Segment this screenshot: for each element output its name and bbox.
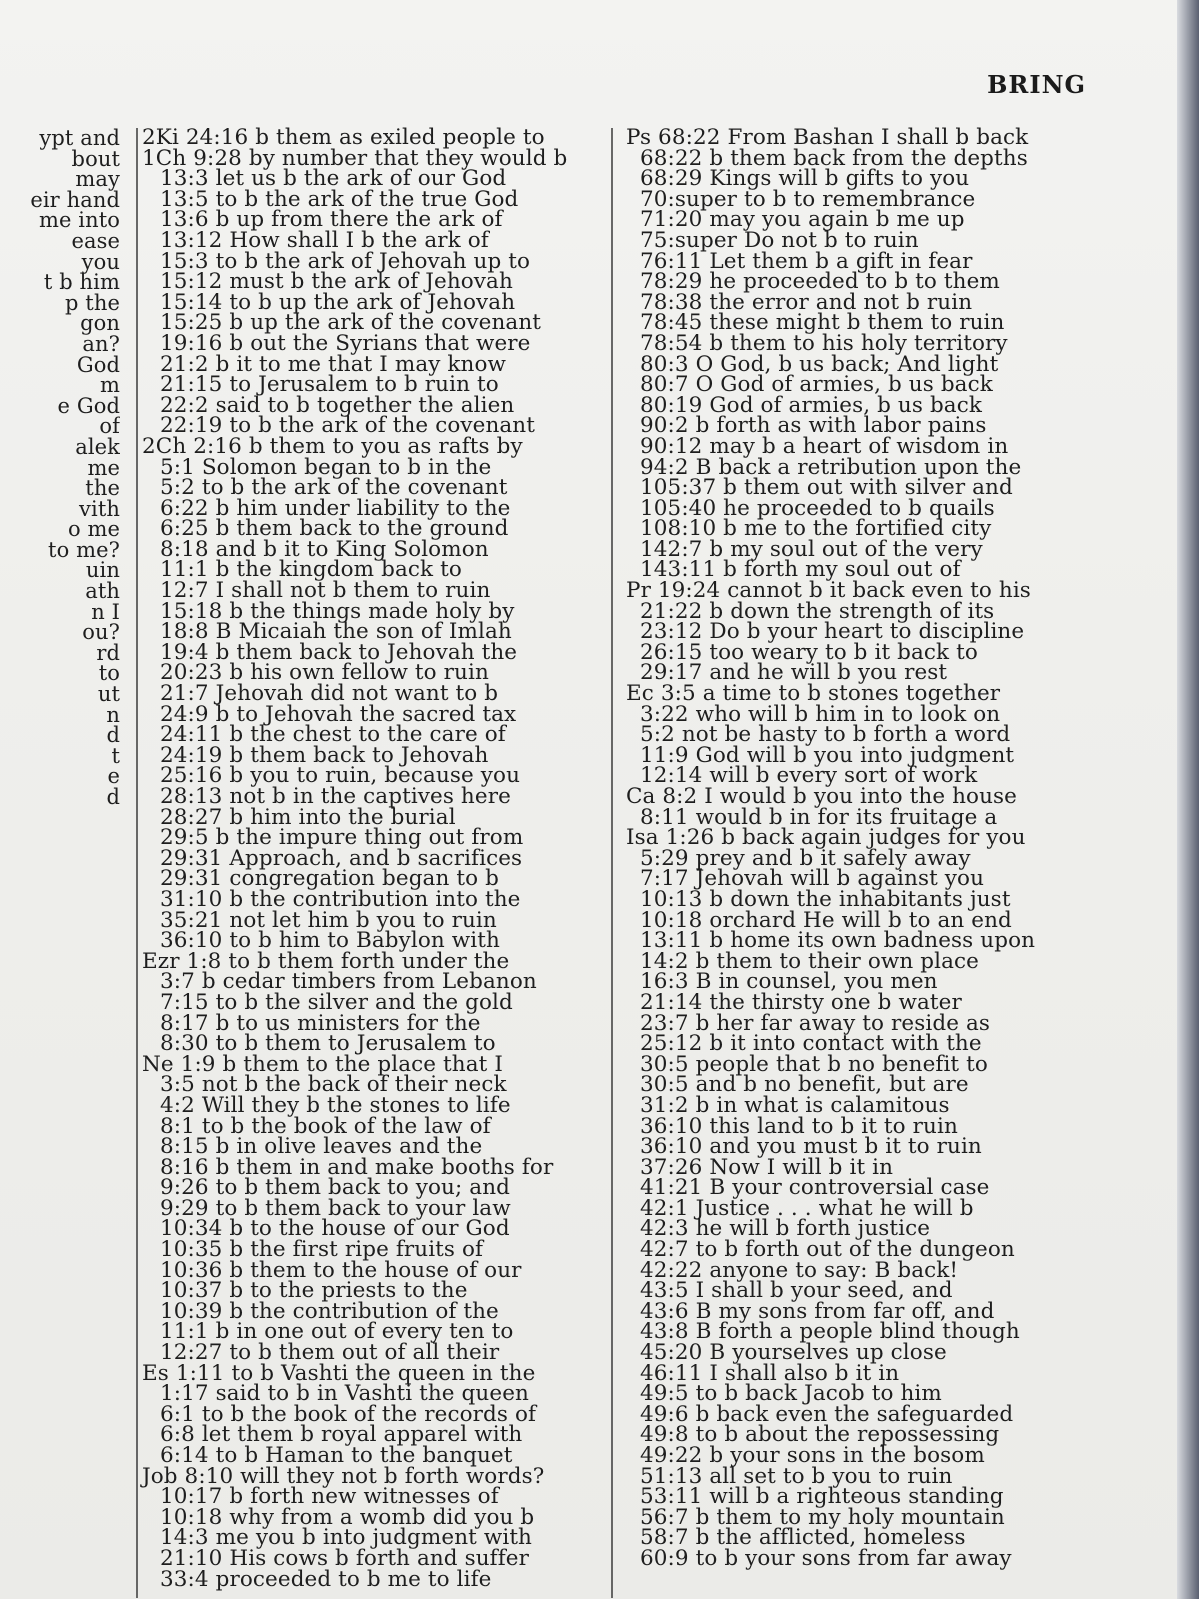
concordance-line: rd xyxy=(96,640,120,665)
concordance-line: vith xyxy=(79,496,120,521)
concordance-line: 51:13 all set to b you to ruin xyxy=(640,1463,953,1489)
concordance-line: 31:2 b in what is calamitous xyxy=(640,1092,950,1118)
concordance-line: 24:11 b the chest to the care of xyxy=(160,722,506,748)
concordance-line: 56:7 b them to my holy mountain xyxy=(640,1504,1005,1530)
concordance-line: 2Ki 24:16 b them as exiled people to xyxy=(142,125,545,150)
concordance-line: 36:10 to b him to Babylon with xyxy=(160,928,500,954)
concordance-line: Ec 3:5 a time to b stones together xyxy=(626,681,1001,707)
concordance-line: 30:5 and b no benefit, but are xyxy=(640,1072,969,1098)
concordance-line: 31:10 b the contribution into the xyxy=(160,886,521,912)
concordance-line: 8:16 b them in and make booths for xyxy=(160,1154,554,1180)
concordance-line: Pr 19:24 cannot b it back even to his xyxy=(626,578,1031,604)
concordance-line: 35:21 not let him b you to ruin xyxy=(160,907,497,933)
concordance-line: e xyxy=(107,764,120,789)
concordance-line: 24:9 b to Jehovah the sacred tax xyxy=(160,701,517,727)
concordance-line: 5:1 Solomon began to b in the xyxy=(160,454,492,480)
concordance-line: 90:2 b forth as with labor pains xyxy=(640,413,987,439)
concordance-line: Job 8:10 will they not b forth words? xyxy=(142,1463,545,1489)
concordance-line: 9:29 to b them back to your law xyxy=(160,1195,511,1221)
concordance-line: 78:29 he proceeded to b to them xyxy=(640,269,1000,295)
right-column xyxy=(626,125,1126,1571)
concordance-line: e God xyxy=(57,393,120,418)
concordance-line: 46:11 I shall also b it in xyxy=(640,1360,900,1386)
concordance-line: 10:18 why from a womb did you b xyxy=(160,1504,535,1530)
concordance-line: m xyxy=(99,373,120,398)
concordance-line: Ne 1:9 b them to the place that I xyxy=(142,1051,503,1077)
concordance-line: 12:7 I shall not b them to ruin xyxy=(160,578,491,604)
concordance-line: 16:3 B in counsel, you men xyxy=(640,969,938,995)
concordance-line: 19:16 b out the Syrians that were xyxy=(160,330,531,356)
concordance-line: 68:22 b them back from the depths xyxy=(640,145,1028,171)
concordance-line: 1Ch 9:28 by number that they would b xyxy=(142,145,568,171)
concordance-line: 10:17 b forth new witnesses of xyxy=(160,1484,499,1510)
concordance-line: 21:7 Jehovah did not want to b xyxy=(160,681,499,707)
concordance-line: eir hand xyxy=(30,187,120,212)
concordance-line: 105:37 b them out with silver and xyxy=(640,475,1013,501)
concordance-line: 49:8 to b about the repossessing xyxy=(640,1422,1000,1448)
concordance-line: 7:15 to b the silver and the gold xyxy=(160,989,513,1015)
concordance-line: 49:6 b back even the safeguarded xyxy=(640,1401,1014,1427)
concordance-line: ease xyxy=(71,228,120,253)
concordance-line: Ca 8:2 I would b you into the house xyxy=(626,784,1017,809)
concordance-line: 23:12 Do b your heart to discipline xyxy=(640,619,1025,645)
concordance-line: 42:7 to b forth out of the dungeon xyxy=(640,1237,1015,1263)
concordance-line: 41:21 B your controversial case xyxy=(640,1175,990,1201)
concordance-line: 11:1 b in one out of every ten to xyxy=(160,1319,514,1345)
concordance-line: o me xyxy=(67,517,120,542)
concordance-line: 8:30 to b them to Jerusalem to xyxy=(160,1031,496,1057)
concordance-line: 21:10 His cows b forth and suffer xyxy=(160,1545,529,1571)
concordance-line: bout xyxy=(71,146,120,171)
concordance-line: 6:25 b them back to the ground xyxy=(160,516,509,542)
concordance-line: the xyxy=(85,476,120,501)
concordance-line: alek xyxy=(75,434,120,459)
concordance-line: 10:34 b to the house of our God xyxy=(160,1216,510,1242)
concordance-line: 68:29 Kings will b gifts to you xyxy=(640,166,970,192)
concordance-line: p the xyxy=(64,290,120,315)
concordance-line: 11:9 God will b you into judgment xyxy=(640,742,1015,768)
concordance-line: 28:27 b him into the burial xyxy=(160,804,456,830)
concordance-line: 8:17 b to us ministers for the xyxy=(160,1010,481,1036)
concordance-line: 22:2 said to b together the alien xyxy=(160,392,515,418)
concordance-line: ath xyxy=(85,579,120,604)
concordance-line: 49:5 to b back Jacob to him xyxy=(640,1381,942,1407)
concordance-line: 15:14 to b up the ark of Jehovah xyxy=(160,289,516,315)
concordance-line: 8:1 to b the book of the law of xyxy=(160,1113,491,1139)
concordance-line: 5:2 to b the ark of the covenant xyxy=(160,475,508,501)
concordance-line: may xyxy=(75,167,120,192)
concordance-line: 15:3 to b the ark of Jehovah up to xyxy=(160,248,531,274)
concordance-line: God xyxy=(76,352,120,377)
concordance-line: 15:12 must b the ark of Jehovah xyxy=(160,269,513,295)
concordance-line: 94:2 B back a retribution upon the xyxy=(640,454,1022,480)
concordance-line: 78:38 the error and not b ruin xyxy=(640,289,973,315)
concordance-line: 3:7 b cedar timbers from Lebanon xyxy=(160,969,537,995)
concordance-line: 15:18 b the things made holy by xyxy=(160,598,515,624)
concordance-line: 3:22 who will b him in to look on xyxy=(640,701,1001,727)
concordance-line: 90:12 may b a heart of wisdom in xyxy=(640,433,1009,459)
concordance-line: 71:20 may you again b me up xyxy=(640,207,965,233)
concordance-line: 10:37 b to the priests to the xyxy=(160,1278,468,1304)
concordance-line: 22:19 to b the ark of the covenant xyxy=(160,413,535,439)
concordance-line: of xyxy=(99,414,120,439)
concordance-line: 12:14 will b every sort of work xyxy=(640,763,978,789)
concordance-line: 80:19 God of armies, b us back xyxy=(640,392,982,418)
concordance-line: 29:5 b the impure thing out from xyxy=(160,825,524,851)
concordance-line: ypt and xyxy=(39,128,120,150)
concordance-line: ut xyxy=(97,682,120,707)
concordance-line: 13:11 b home its own badness upon xyxy=(640,928,1036,954)
middle-column xyxy=(70,125,590,1592)
concordance-line: 25:12 b it into contact with the xyxy=(640,1031,982,1057)
concordance-line: 42:1 Justice . . . what he will b xyxy=(640,1195,974,1221)
concordance-line: 42:3 he will b forth justice xyxy=(640,1216,931,1242)
concordance-line: n I xyxy=(91,599,120,624)
concordance-line: 10:13 b down the inhabitants just xyxy=(640,886,1011,912)
concordance-line: 37:26 Now I will b it in xyxy=(640,1154,894,1180)
concordance-line: 14:2 b them to their own place xyxy=(640,948,980,974)
concordance-line: 10:35 b the first ripe fruits of xyxy=(160,1237,484,1263)
concordance-line: 5:2 not be hasty to b forth a word xyxy=(640,722,1011,748)
concordance-line: 49:22 b your sons in the bosom xyxy=(640,1443,985,1468)
concordance-line: 13:12 How shall I b the ark of xyxy=(160,227,489,253)
concordance-line: 11:1 b the kingdom back to xyxy=(160,557,462,583)
concordance-line: 26:15 too weary to b it back to xyxy=(640,639,978,665)
concordance-line: 105:40 he proceeded to b quails xyxy=(640,495,995,521)
concordance-line: 13:6 b up from there the ark of xyxy=(160,207,503,233)
concordance-line: Isa 1:26 b back again judges for you xyxy=(626,825,1026,851)
concordance-line: 80:3 O God, b us back; And light xyxy=(640,351,999,377)
concordance-line: t xyxy=(111,743,120,768)
concordance-line: Ps 68:22 From Bashan I shall b back xyxy=(626,125,1029,150)
concordance-line: 8:15 b in olive leaves and the xyxy=(160,1134,483,1160)
concordance-line: 14:3 me you b into judgment with xyxy=(160,1525,533,1551)
concordance-line: 29:17 and he will b you rest xyxy=(640,660,948,686)
concordance-line: 12:27 to b them out of all their xyxy=(160,1340,500,1366)
concordance-line: 30:5 people that b no benefit to xyxy=(640,1051,988,1077)
concordance-line: 58:7 b the afflicted, homeless xyxy=(640,1525,966,1551)
concordance-line: 7:17 Jehovah will b against you xyxy=(640,866,985,892)
concordance-line: 23:7 b her far away to reside as xyxy=(640,1010,991,1036)
concordance-line: 29:31 congregation began to b xyxy=(160,866,499,892)
concordance-line: me xyxy=(87,455,120,480)
concordance-line: 9:26 to b them back to you; and xyxy=(160,1175,511,1201)
concordance-line: 18:8 B Micaiah the son of Imlah xyxy=(160,619,512,645)
concordance-line: 2Ch 2:16 b them to you as rafts by xyxy=(142,433,523,459)
concordance-line: uin xyxy=(85,558,120,583)
page-edge-shadow xyxy=(1177,0,1199,1599)
concordance-line: n xyxy=(106,702,120,727)
concordance-line: 19:4 b them back to Jehovah the xyxy=(160,639,518,665)
concordance-line: 21:22 b down the strength of its xyxy=(640,598,995,624)
concordance-line: d xyxy=(106,785,120,808)
column-divider xyxy=(611,128,613,1598)
concordance-line: 10:18 orchard He will b to an end xyxy=(640,907,1012,933)
concordance-line: 80:7 O God of armies, b us back xyxy=(640,372,993,398)
concordance-line: 13:3 let us b the ark of our God xyxy=(160,166,507,192)
concordance-line: 21:15 to Jerusalem to b ruin to xyxy=(160,372,499,398)
concordance-line: 29:31 Approach, and b sacrifices xyxy=(160,845,523,871)
concordance-line: 108:10 b me to the fortified city xyxy=(640,516,992,542)
concordance-line: t b him xyxy=(43,270,120,295)
concordance-line: 60:9 to b your sons from far away xyxy=(640,1545,1012,1571)
concordance-line: d xyxy=(106,723,120,748)
page-header-word: BRING xyxy=(987,70,1086,99)
concordance-line: 33:4 proceeded to b me to life xyxy=(160,1566,492,1592)
concordance-line: 36:10 this land to b it to ruin xyxy=(640,1113,958,1139)
concordance-line: you xyxy=(81,249,120,274)
concordance-line: 143:11 b forth my soul out of xyxy=(640,557,961,583)
concordance-line: 6:8 let them b royal apparel with xyxy=(160,1422,523,1448)
concordance-line: 142:7 b my soul out of the very xyxy=(640,536,983,562)
concordance-line: 6:22 b him under liability to the xyxy=(160,495,511,521)
concordance-line: 76:11 Let them b a gift in fear xyxy=(640,248,973,274)
concordance-line: Ezr 1:8 to b them forth under the xyxy=(142,948,510,974)
concordance-line: 6:14 to b Haman to the banquet xyxy=(160,1443,513,1468)
concordance-line: 6:1 to b the book of the records of xyxy=(160,1401,537,1427)
concordance-line: 42:22 anyone to say: B back! xyxy=(640,1257,959,1283)
concordance-line: 1:17 said to b in Vashti the queen xyxy=(160,1381,529,1407)
concordance-line: me into xyxy=(38,208,120,233)
concordance-line: gon xyxy=(80,311,120,336)
concordance-line: 21:14 the thirsty one b water xyxy=(640,989,962,1015)
concordance-line: 36:10 and you must b it to ruin xyxy=(640,1134,982,1160)
concordance-line: 20:23 b his own fellow to ruin xyxy=(160,660,489,686)
concordance-line: 10:39 b the contribution of the xyxy=(160,1298,499,1324)
concordance-line: 43:6 B my sons from far off, and xyxy=(640,1298,995,1324)
concordance-line: 24:19 b them back to Jehovah xyxy=(160,742,489,768)
concordance-line: 4:2 Will they b the stones to life xyxy=(160,1092,511,1118)
concordance-line: 5:29 prey and b it safely away xyxy=(640,845,971,871)
concordance-line: 43:5 I shall b your seed, and xyxy=(640,1278,953,1304)
concordance-line: 70:super to b to remembrance xyxy=(640,186,976,212)
concordance-line: to xyxy=(98,661,120,686)
concordance-line: 28:13 not b in the captives here xyxy=(160,784,511,809)
concordance-line: 21:2 b it to me that I may know xyxy=(160,351,507,377)
concordance-line: 8:11 would b in for its fruitage a xyxy=(640,804,998,830)
concordance-line: ou? xyxy=(82,620,120,645)
concordance-line: 78:45 these might b them to ruin xyxy=(640,310,1005,336)
concordance-line: an? xyxy=(82,331,120,356)
concordance-line: 8:18 and b it to King Solomon xyxy=(160,536,489,562)
concordance-line: 75:super Do not b to ruin xyxy=(640,227,919,253)
concordance-line: 45:20 B yourselves up close xyxy=(640,1340,947,1366)
concordance-line: 13:5 to b the ark of the true God xyxy=(160,186,519,212)
concordance-line: 43:8 B forth a people blind though xyxy=(640,1319,1020,1345)
concordance-line: 15:25 b up the ark of the covenant xyxy=(160,310,542,336)
concordance-line: 25:16 b you to ruin, because you xyxy=(160,763,521,789)
concordance-line: Es 1:11 to b Vashti the queen in the xyxy=(142,1360,536,1386)
concordance-line: to me? xyxy=(48,537,120,562)
concordance-line: 3:5 not b the back of their neck xyxy=(160,1072,507,1098)
concordance-line: 78:54 b them to his holy territory xyxy=(640,330,1008,356)
concordance-line: 53:11 will b a righteous standing xyxy=(640,1484,1004,1510)
concordance-line: 10:36 b them to the house of our xyxy=(160,1257,522,1283)
